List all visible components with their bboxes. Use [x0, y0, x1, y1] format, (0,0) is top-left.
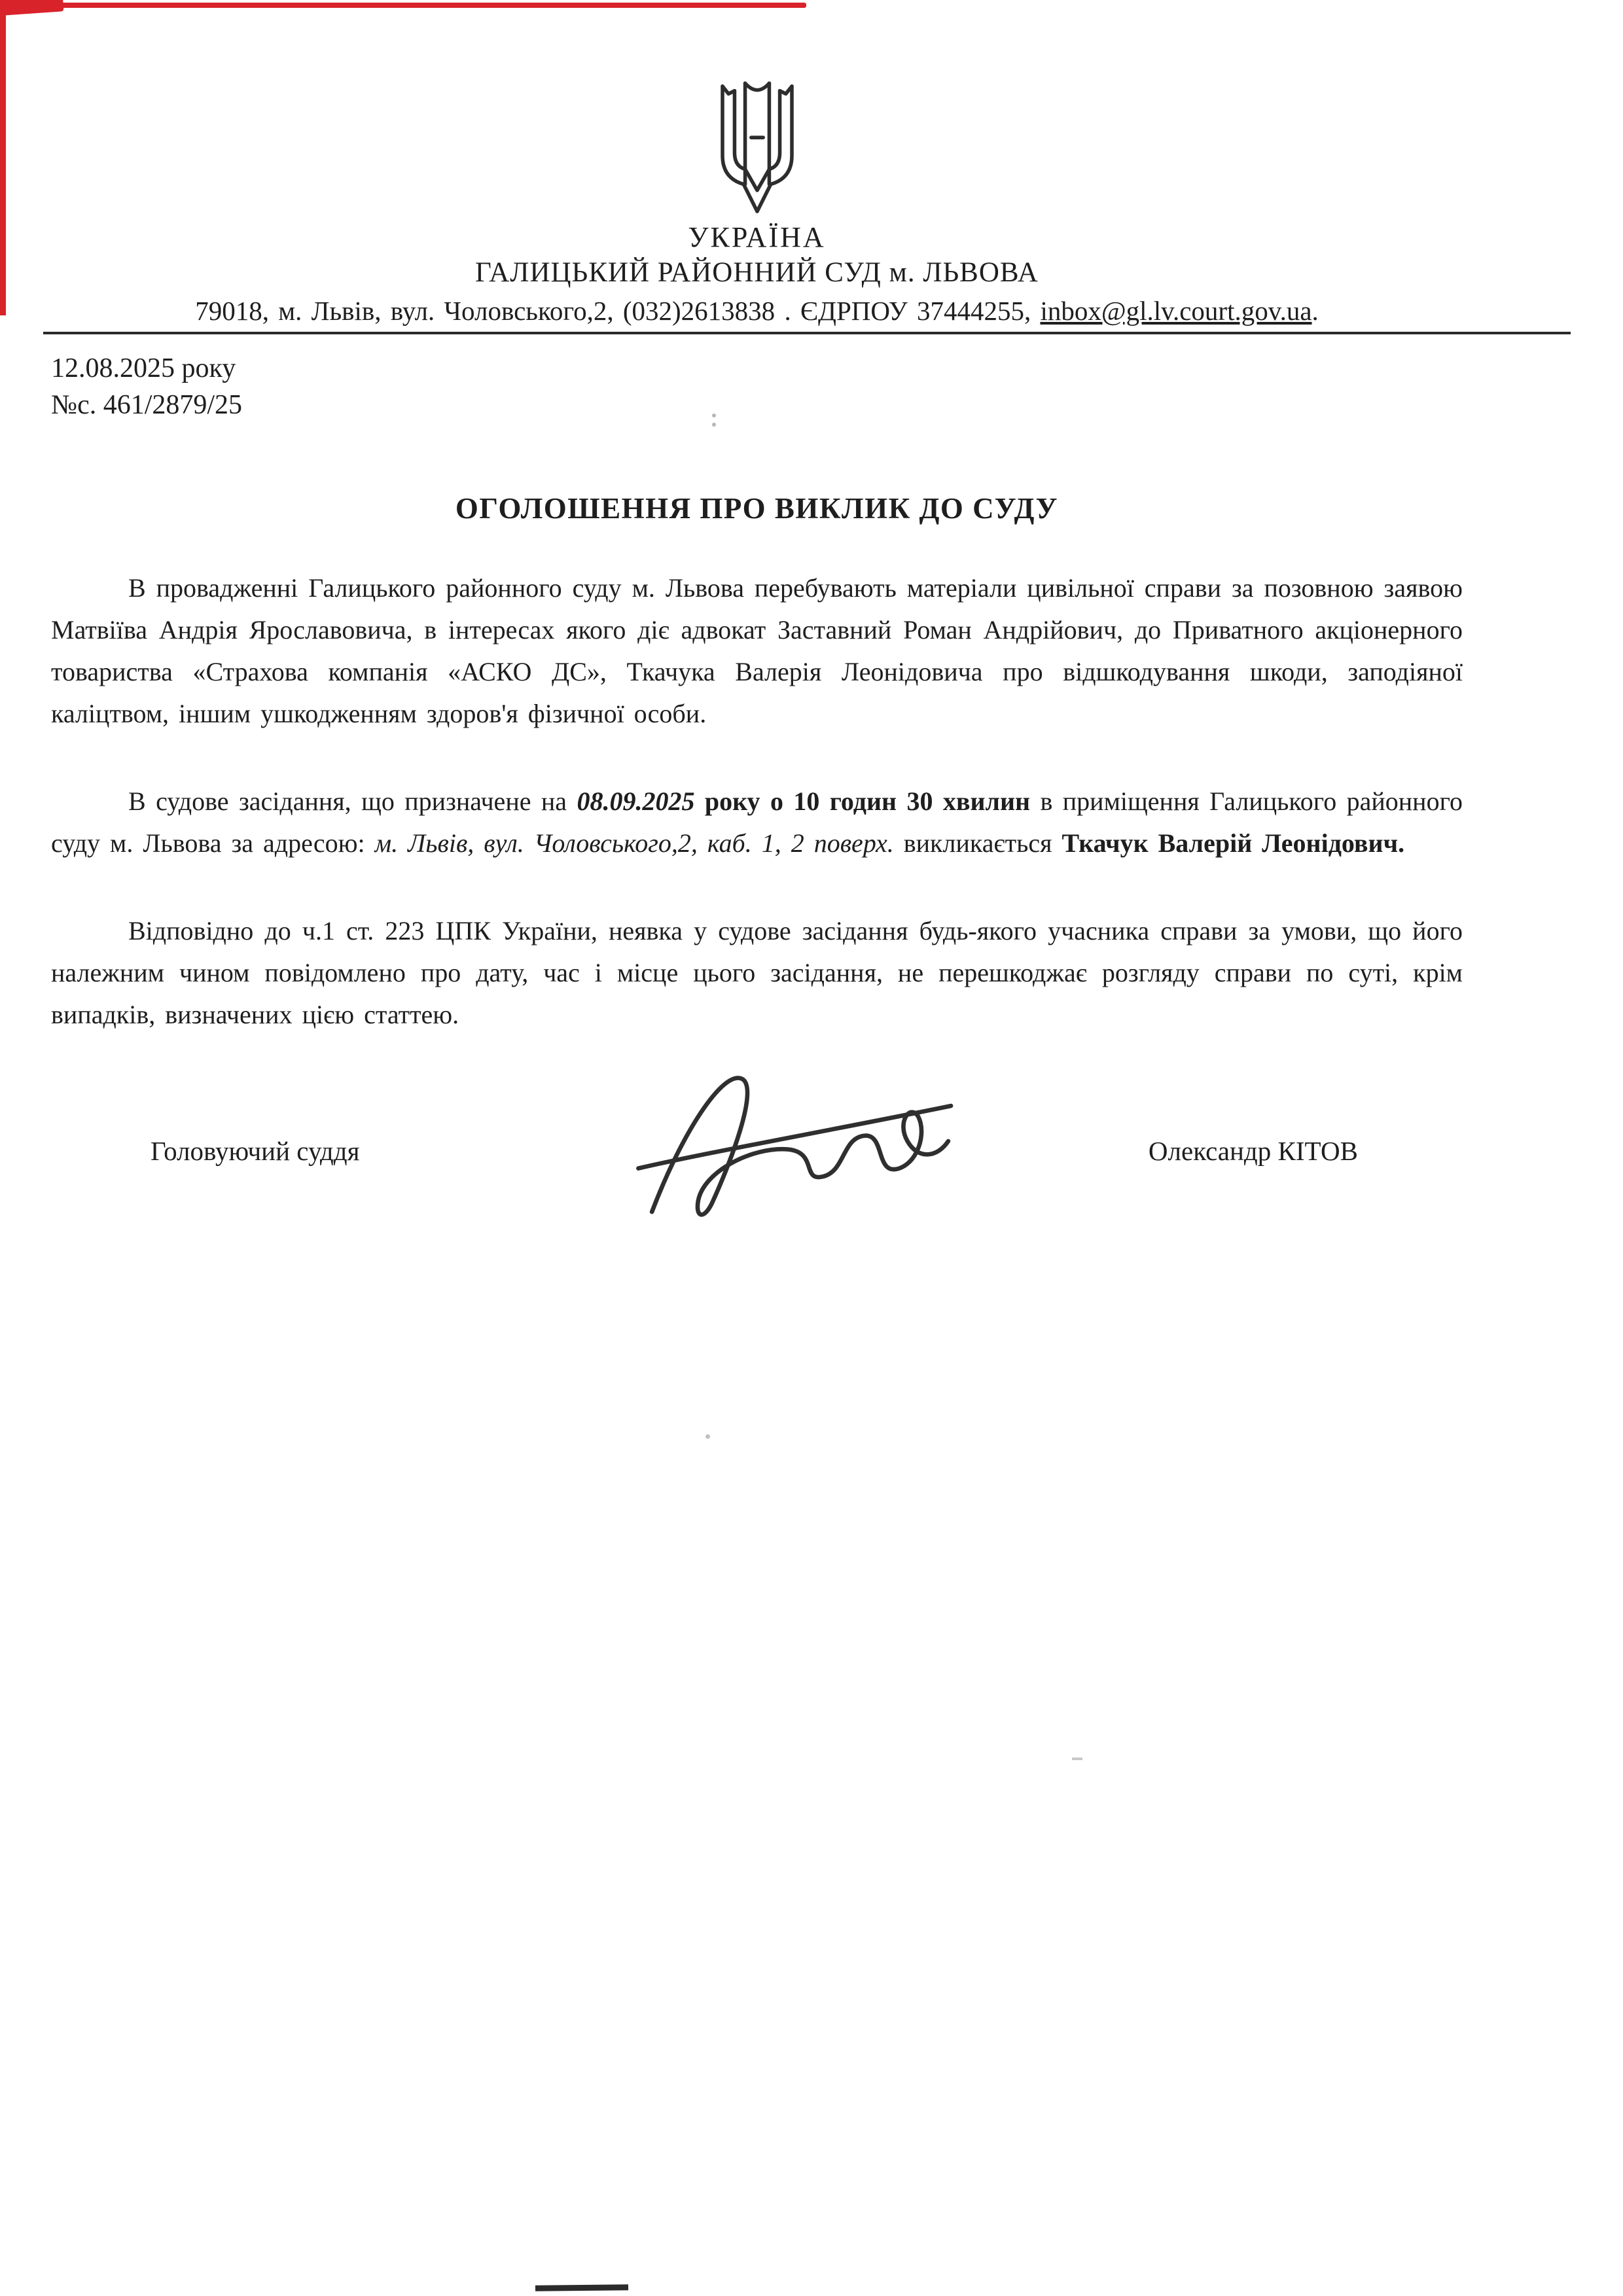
- paragraph-case-description: В провадженні Галицького районного суду м. Львова перебувають матеріали цивільної справи за позовною заявою Матвіїва Андрія Ярославовича, в інтересах якого діє адвокат Заставний Роман Андрійович, до Приватного акціонерного товариства «Страхова компанія «АСКО ДС», Ткачука Валерія Леонідовича про відшкодування шкоди, заподіяної каліцтвом, іншим ушкодженням здоров'я фізичної особи.: [51, 573, 1463, 728]
- court-email: inbox@gl.lv.court.gov.ua: [1040, 296, 1312, 326]
- address-text: 79018, м. Львів, вул. Чоловського,2, (032)2613838: [195, 296, 776, 326]
- country-name: УКРАЇНА: [688, 221, 826, 253]
- paragraph-legal-basis: Відповідно до ч.1 ст. 223 ЦПК України, неявка у судове засідання будь-якого учасника справи за умови, що його належним чином повідомлено про дату, час і місце цього засідання, не перешкоджає розгляду справи по суті, крім випадків, визначених цією статтею.: [51, 916, 1463, 1029]
- document-meta: [51, 350, 1463, 423]
- letterhead: [51, 77, 1463, 334]
- hearing-lead: В судове засідання, що призначене на: [128, 786, 577, 816]
- document-title: ОГОЛОШЕННЯ ПРО ВИКЛИК ДО СУДУ: [455, 492, 1059, 525]
- court-address-line: [51, 295, 1463, 332]
- hearing-address: м. Львів, вул. Чоловського,2, каб. 1, 2 поверх.: [374, 828, 894, 858]
- scan-speck: [705, 1434, 710, 1439]
- case-number: №с. 461/2879/25: [51, 390, 243, 420]
- scan-artifact-bottom-mark: [535, 2284, 628, 2291]
- edrpou-text: . ЄДРПОУ 37444255,: [775, 296, 1041, 326]
- address-period: .: [1311, 296, 1319, 326]
- document-date: 12.08.2025 року: [51, 353, 236, 383]
- ukraine-trident-emblem-icon: [702, 77, 812, 216]
- summoned-person: Ткачук Валерій Леонідович.: [1061, 828, 1405, 858]
- court-name: ГАЛИЦЬКИЙ РАЙОННИЙ СУД м. ЛЬВОВА: [475, 257, 1039, 288]
- judge-name: Олександр КІТОВ: [1148, 1136, 1358, 1166]
- letterhead-divider: [43, 332, 1571, 334]
- scan-speck: [1072, 1757, 1082, 1760]
- hearing-mid: в приміщення Галицького районного суду м. Львова за адресою:: [51, 786, 1463, 858]
- judge-role-label: Головуючий суддя: [151, 1136, 360, 1166]
- hearing-called: викликається: [893, 828, 1062, 858]
- signature-block: [51, 1135, 1463, 1167]
- paragraph-hearing-notice: [51, 781, 1463, 864]
- hearing-time: року о 10 годин 30 хвилин: [694, 786, 1031, 816]
- handwritten-signature: [627, 1051, 954, 1228]
- hearing-date: 08.09.2025: [577, 786, 695, 816]
